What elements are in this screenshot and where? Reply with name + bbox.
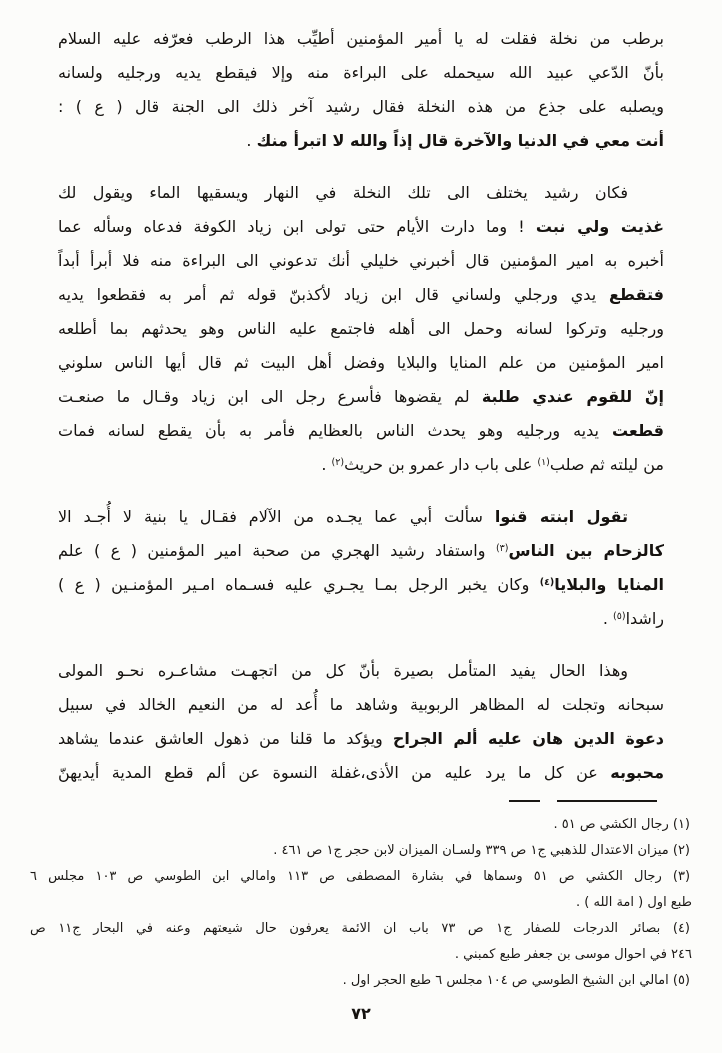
paragraph-2 [58, 176, 664, 482]
text-line: فكان رشيد يختلف الى تلك النخلة في النهار ويسقيها الماء ويقول لك [58, 183, 628, 202]
text-line: بأنّ الدّعي عبيد الله سيحمله على البراءة منه وإلا فيقطع يديه ورجليه ولسانه [58, 63, 664, 82]
text-line: فتقطع يدي ورجلي ولساني قال ابن زياد لأكذبنّ قوله ثم أمر به فقطعوا يديه [58, 285, 664, 304]
text-line: غذيت ولي نبت ! وما دارت الأيام حتى تولى ابن زياد الكوفة فدعاه وسأله عما [58, 217, 664, 236]
text-line: ويصلبه على جذع من هذه النخلة فقال رشيد آخر ذلك الى الجنة قال ( ع ) : [58, 97, 664, 116]
text-line: راشدا$^{(٥)}$ . [602, 609, 664, 628]
text-line: أنت معي في الدنيا والآخرة قال إذاً والله لا اتبرأ منك . [246, 131, 664, 150]
text-line: كالزحام بين الناس$^{(٣)}$ واستفاد رشيد الهجري من صحبة امير المؤمنين ( ع ) علم [58, 541, 664, 560]
text-line: قطعت يديه ورجليه وهو يحدث الناس بالعظايم فأمر به بأن يقطع لسانه فمات [58, 421, 664, 440]
footnote-1-line: (١) رجال الكشي ص ٥١ . [553, 817, 690, 832]
footnotes [30, 812, 692, 994]
footnote-4-line: ٢٤٦ في احوال موسى بن جعفر طبع كمبني . [454, 947, 692, 962]
footnote-3-line: (٣) رجال الكشي ص ٥١ وسماها في بشارة المصطفى ص ١١٣ وامالي ابن الطوسي ص ١٠٣ مجلس ٦ [30, 869, 691, 884]
footnote-5-line: (٥) امالي ابن الشيخ الطوسي ص ١٠٤ مجلس ٦ طبع الحجر اول . [342, 973, 690, 988]
text-line: وهذا الحال يفيد المتأمل بصيرة بأنّ كل من اتجهـت مشاعـره نحـو المولى [58, 661, 628, 680]
text-line: امير المؤمنين من علم المنايا والبلايا وفضل أهل البيت ثم قال أيها الناس سلوني [58, 353, 664, 372]
text-line: دعوة الدين هان عليه ألم الجراح ويؤكد ما قلنا من ذهول العاشق عندما يشاهد [58, 729, 664, 748]
text-line: المنايا والبلايا$^{(٤)}$ وكان يخبر الرجل بمـا يجـري عليه فسـماه امـير المؤمنـين ( ع ) [58, 575, 664, 594]
footnote-3-line: طبع اول ( امة الله ) . [576, 895, 692, 910]
text-line: سبحانه وتجلت له المظاهر الربوبية وشاهد ما أُعد له من النعيم الخالد في سبيل [58, 695, 664, 714]
footnote-separator [497, 800, 657, 803]
body-text [58, 22, 664, 790]
text-line: أخبره به امير المؤمنين قال أخبرني خليلي أنك تدعوني الى البراءة منه فلا أبرأ أبداً [58, 251, 664, 270]
paragraph-1 [58, 22, 664, 158]
text-line: إنّ للقوم عندي طلبة لم يقضوها فأسرع رجل الى ابن زياد وقـال ما صنعـت [58, 387, 664, 406]
paragraph-3 [58, 500, 664, 636]
separator-dash-short [509, 800, 540, 802]
text-line: ورجليه وتركوا لسانه وحمل الى أهله فاجتمع عليه الناس وهو يحدثهم بما أطلعه [58, 319, 664, 338]
text-line: تقول ابنته قنوا سألت أبي عما يجـده من الآلام فقـال يا بنية لا أُجـد الا [58, 507, 629, 526]
text-line: محبوبه عن كل ما يرد عليه من الأذى،غفلة النسوة عن ألم قطع المدية أيديهنّ [58, 763, 664, 782]
footnote-2-line: (٢) ميزان الاعتدال للذهبي ج١ ص ٣٣٩ ولسـان الميزان لابن حجر ج١ ص ٤٦١ . [273, 843, 690, 858]
text-line: برطب من نخلة فقلت له يا أمير المؤمنين أطيِّب هذا الرطب فعرّفه عليه السلام [58, 29, 664, 48]
footnote-4-line: (٤) بصائر الدرجات للصفار ج١ ص ٧٣ باب ان الائمة يعرفون حال شيعتهم وعنه في البحار ج١١ ص [30, 921, 690, 936]
paragraph-4 [58, 654, 664, 790]
page-number: ٧٢ [351, 1004, 371, 1023]
text-line: من ليلته ثم صلب$^{(١)}$ على باب دار عمرو بن حريث$^{(٢)}$ . [321, 455, 664, 474]
separator-dash-long [557, 800, 657, 802]
